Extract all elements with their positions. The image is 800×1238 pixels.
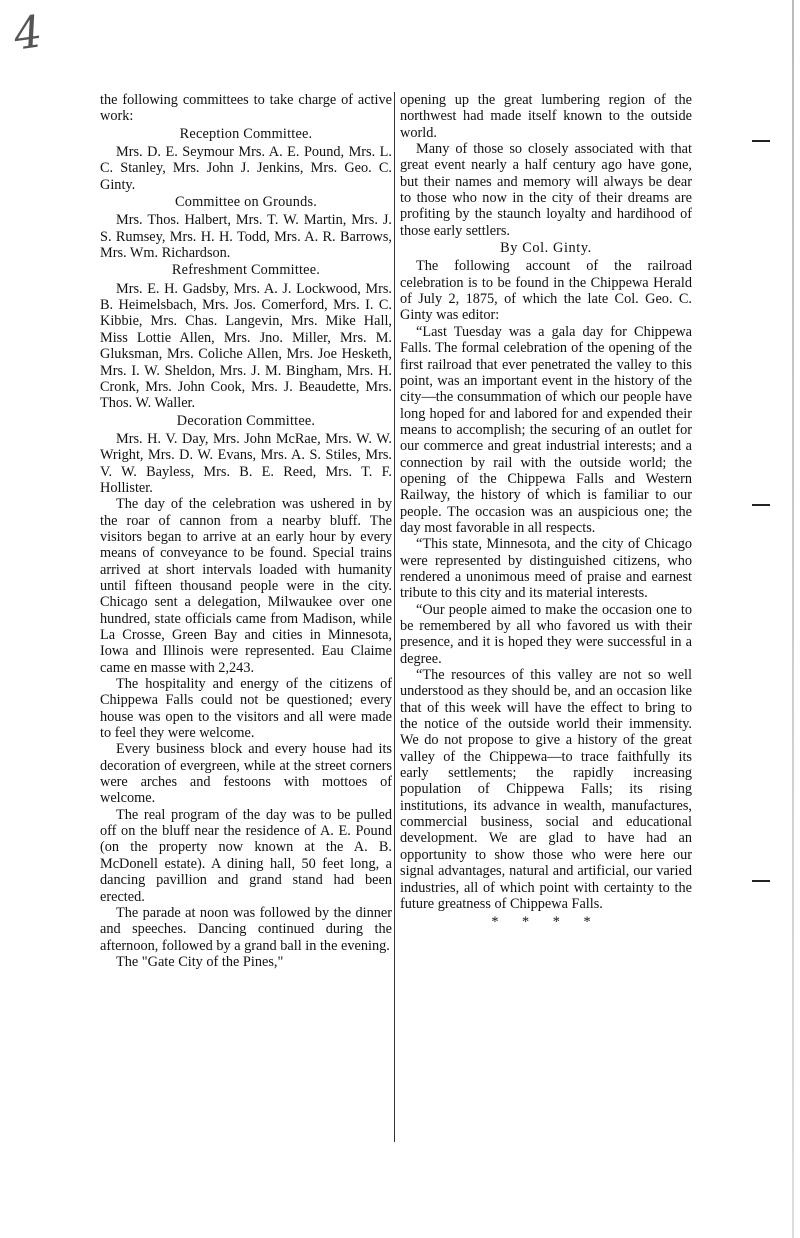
committee-heading: Committee on Grounds. xyxy=(175,194,317,211)
quoted-paragraph: “The resources of this valley are not so well understood as they should be, and an occasion like that of this week will have the effect to bring to the notice of the outside world their immensity. We do not propose to give a history of the great valley of the Chippewa—to trace faithfully its early settlements; the rapidly increasing population of Chippewa Falls; its rising institutions, its advance in wealth, manufactures, commercial business, social and educational development. We are glad to have had an opportunity to show those who were here our signal advantages, natural and artificial, our varied industries, all of which point with certainty to the future greatness of Chippewa Falls. xyxy=(400,667,692,912)
article-paragraph: The real program of the day was to be pulled off on the bluff near the residence of A. E. Pound (on the property now known at the A. B. McDonell estate). A dining hall, 50 feet long, a dancing pavillion and grand stand had been erected. xyxy=(100,806,392,905)
right-column xyxy=(400,92,692,931)
article-paragraph: Many of those so closely associated with that great event nearly a half century ago have gone, but their names and memory will always be dear to those who now in the city of their dreams are profiting by the staunch loyalty and hardihood of those early settlers. xyxy=(400,141,692,239)
column-divider xyxy=(394,92,395,1142)
margin-mark xyxy=(752,504,770,506)
committee-members: Mrs. H. V. Day, Mrs. John McRae, Mrs. W. W. Wright, Mrs. D. W. Evans, Mrs. A. S. Stiles, Mrs. V. W. Bayless, Mrs. B. E. Reed, Mrs. T. F. Hollister. xyxy=(100,430,392,496)
page-fold-edge xyxy=(792,0,794,1238)
article-paragraph: The following account of the railroad celebration is to be found in the Chippewa Herald of July 2, 1875, of which the late Col. Geo. C. Ginty was editor: xyxy=(400,258,692,324)
quoted-paragraph: “Our people aimed to make the occasion one to be remembered by all who favored us with their presence, and it is hoped they were successful in a degree. xyxy=(400,601,692,667)
margin-mark xyxy=(752,140,770,142)
article-paragraph: The day of the celebration was ushered in by the roar of cannon from a nearby bluff. The visitors began to arrive at an early hour by every means of conveyance to be found. Special trains arrived at short intervals loaded with humanity until fifteen thousand people were in the city. Chicago sent a delegation, Milwaukee over one hundred, state officials came from Madison, while La Crosse, Green Bay and cities in Minnesota, Iowa and Illinois were represented. Eau Claime came en masse with 2,243. xyxy=(100,496,392,676)
continued-paragraph: opening up the great lumbering region of the northwest had made itself known to the outside world. xyxy=(400,92,692,141)
committee-heading: Refreshment Committee. xyxy=(171,262,321,279)
intro-paragraph: the following committees to take charge of active work: xyxy=(100,92,392,125)
margin-mark xyxy=(752,880,770,882)
article-paragraph: The parade at noon was followed by the dinner and speeches. Dancing continued during the afternoon, followed by a grand ball in the evening. xyxy=(100,904,392,954)
committee-heading: Reception Committee. xyxy=(179,125,313,142)
newspaper-clipping xyxy=(100,92,698,1142)
article-paragraph: The "Gate City of the Pines," xyxy=(116,953,284,970)
page-number: 4 xyxy=(10,6,46,61)
article-paragraph: Every business block and every house had its decoration of evergreen, while at the street corners were arches and festoons with mottoes of welcome. xyxy=(100,741,392,807)
left-column xyxy=(100,92,392,970)
committee-members: Mrs. Thos. Halbert, Mrs. T. W. Martin, Mrs. J. S. Rumsey, Mrs. H. H. Todd, Mrs. A. R. Barrows, Mrs. Wm. Richardson. xyxy=(100,212,392,262)
section-ornament: * * * * xyxy=(491,914,601,931)
article-paragraph: The hospitality and energy of the citizens of Chippewa Falls could not be questioned; every house was open to the visitors and all were made to feel they were welcome. xyxy=(100,676,392,742)
committee-heading: Decoration Committee. xyxy=(176,412,316,429)
byline-heading: By Col. Ginty. xyxy=(500,240,592,257)
quoted-paragraph: “Last Tuesday was a gala day for Chippewa Falls. The formal celebration of the opening of the first railroad that ever penetrated the valley to this point, was an important event in the history of the city—the consummation of which our people have long hoped for and labored for and expended their means to accomplish; the securing of an outlet for our commerce and great industrial interests; and a connection by rail with the outside world; the opening of the Chippewa Falls and Western Railway, the history of which is familiar to our people. The occasion was an auspicious one; the day most favorable in all respects. xyxy=(400,323,692,536)
quoted-paragraph: “This state, Minnesota, and the city of Chicago were represented by distinguished citizens, who rendered a unonimous meed of praise and earnest tribute to this city and its material interests. xyxy=(400,536,692,602)
committee-members: Mrs. E. H. Gadsby, Mrs. A. J. Lockwood, Mrs. B. Heimelsbach, Mrs. Jos. Comerford, Mrs. I. C. Kibbie, Mrs. Chas. Langevin, Mrs. Mike Hall, Miss Lottie Allen, Mrs. Jno. Miller, Mrs. M. Gluksman, Mrs. Coliche Allen, Mrs. Joe Hesketh, Mrs. I. W. Sheldon, Mrs. J. M. Bingham, Mrs. H. Cronk, Mrs. John Cook, Mrs. J. Beaudette, Mrs. Thos. W. Waller. xyxy=(100,280,392,412)
committee-members: Mrs. D. E. Seymour Mrs. A. E. Pound, Mrs. L. C. Stanley, Mrs. John J. Jenkins, Mrs. Geo. C. Ginty. xyxy=(100,144,392,193)
